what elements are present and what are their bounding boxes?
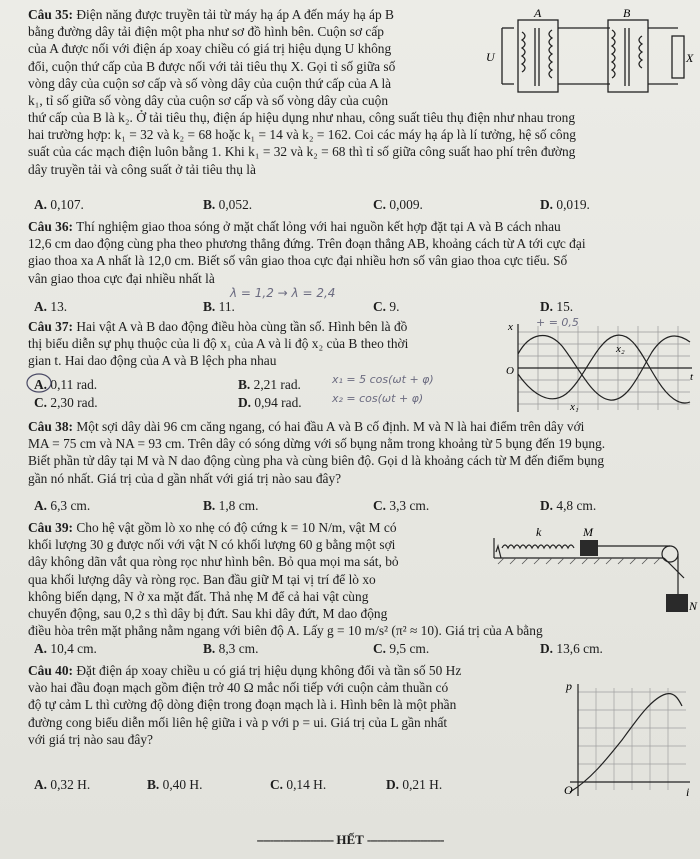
question-35 [28,6,478,109]
question-37 [28,318,500,370]
question-text: của A được nối với điện áp xoay chiều có giá trị hiệu dụng U không [28,41,392,57]
question-text: dây không dãn vắt qua ròng rọc như hình bên. Bỏ qua mọi ma sát, bỏ [28,554,399,570]
question-text: đổi, cuộn thứ cấp của B được nối với tải tiêu thụ X. Gọi tỉ số giữa số [28,58,396,74]
question-text: qua khối lượng dây và ròng rọc. Ban đầu giữ M tại vị trí để lò xo [28,571,376,587]
question-text: hai trường hợp: k₁ = 32 và k₂ = 68 hoặc k₁ = 14 và k₂ = 162. Coi các máy hạ áp là lí tưởng, hệ số công [28,127,577,143]
question-text: vòng dây của cuộn sơ cấp và số vòng dây của cuộn thứ cấp của A là [28,75,392,91]
question-text: khối lượng 30 g được nối với vật N có khối lượng 60 g bằng một sợi [28,537,396,553]
question-text: Một sợi dây dài 96 cm căng ngang, có hai đầu A và B cố định. M và N là hai điểm trên dây với [76,419,585,434]
question-text: Cho hệ vật gồm lò xo nhẹ có độ cứng k = 10 N/m, vật M có [76,520,397,535]
question-36 [28,218,696,287]
question-text: độ tự cảm L thì cường độ dòng điện trong đoạn mạch là i. Hình bên là một phần [28,697,457,713]
question-label: Câu 37: [28,319,74,334]
question-text: 12,6 cm dao động cùng pha theo phương thẳng đứng. Trên đoạn thẳng AB, khoảng cách từ A tới cực đại [28,236,586,252]
question-text: k₁, tỉ số giữa số vòng dây của cuộn sơ cấp và số vòng dây của cuộn [28,93,389,109]
option-c[interactable]: C. 9. [373,299,400,314]
block-m-label: M [583,525,593,539]
question-text: điều hòa trên mặt phẳng nằm ngang với biên độ A. Lấy g = 10 m/s² (π² ≈ 10). Giá trị của A bằng [28,623,543,638]
answer-circle-mark [25,372,55,394]
options-36 [0,298,700,316]
option-d[interactable]: D. 0,94 rad. [238,395,302,410]
option-b[interactable]: B. 0,40 H. [147,777,203,792]
label-b: B [623,6,631,20]
question-text: bằng đường dây tải điện một pha như sơ đồ hình bên. Cuộn sơ cấp [28,24,384,40]
curve-x2-label: x₂ [616,343,625,355]
axis-p-label: p [566,679,572,693]
handwritten-note: + = 0,5 [536,316,579,329]
question-text: thị biểu diễn sự phụ thuộc của li độ x₁ của A và li độ x₂ của B theo thời [28,336,409,352]
end-text: HẾT [336,832,364,847]
question-text: dây truyền tải và công suất ở tải tiêu thụ là [28,161,256,177]
question-text: MA = 75 cm và NA = 93 cm. Trên dây có sóng dừng với số bụng nằm trong khoảng từ 5 bụng đến 19 bụng. [28,436,606,452]
options-35 [0,196,700,214]
option-d[interactable]: D. 15. [540,299,574,314]
question-text: Hai vật A và B dao động điều hòa cùng tần số. Hình bên là đồ [76,319,408,334]
option-a[interactable]: A. 0,107. [34,197,84,212]
handwritten-note: x₂ = cos(ωt + φ) [332,392,424,405]
axis-i-label: i [686,785,690,799]
question-text: giao thoa xa A nhất là 12,0 cm. Biết số vân giao thoa cực đại nhiều hơn số vân giao thoa cực tiểu. Số [28,253,568,269]
oscillation-graph [500,322,696,414]
option-b[interactable]: B. 11. [203,299,235,314]
question-label: Câu 35: [28,7,74,22]
spring-k-label: k [536,525,542,539]
option-d[interactable]: D. 0,21 H. [386,777,443,792]
options-39 [0,640,700,658]
axis-t-label: t [690,371,694,383]
curve-x1-label: x₁ [570,401,579,413]
options-40 [0,776,560,794]
question-text: Biết phần tử dây tại M và N dao động cùng pha và cùng biên độ. Gọi d là khoảng cách từ M đến điểm bụng [28,453,605,469]
label-u: U [486,50,495,64]
option-a[interactable]: A. 0,11 rad. [34,377,98,392]
question-text: vào hai đầu đoạn mạch gồm điện trở 40 Ω mắc nối tiếp với cuộn cảm thuần có [28,680,449,696]
option-d[interactable]: D. 0,019. [540,197,590,212]
question-text: vân giao thoa cực đại nhiều nhất là [28,270,215,286]
question-39-cont [28,622,696,639]
option-a[interactable]: A. 10,4 cm. [34,641,97,656]
question-text: đường cong biểu diễn mối liên hệ giữa i và p với p = ui. Giá trị của L gần nhất [28,714,448,730]
question-text: suất của các mạch điện luôn bằng 1. Khi k₁ = 32 và k₂ = 68 thì tỉ số giữa công suất hao phí trên đường [28,144,576,160]
option-b[interactable]: B. 1,8 cm. [203,498,259,513]
question-text: gần nó nhất. Giá trị của d gần nhất với giá trị nào sau đây? [28,470,342,486]
option-d[interactable]: D. 4,8 cm. [540,498,597,513]
question-label: Câu 40: [28,663,74,678]
option-a[interactable]: A. 13. [34,299,68,314]
question-39 [28,519,478,622]
option-b[interactable]: B. 8,3 cm. [203,641,259,656]
option-a[interactable]: A. 6,3 cm. [34,498,91,513]
axis-x-label: x [508,321,513,333]
option-c[interactable]: C. 0,009. [373,197,423,212]
question-text: thứ cấp của B là k₂. Ở tải tiêu thụ, điện áp hiệu dụng như nhau, công suất tiêu thụ điện như nhau trong [28,110,576,125]
question-35-cont [28,109,696,178]
question-38 [28,418,696,487]
options-38 [0,497,700,515]
power-current-graph [560,680,696,806]
option-d[interactable]: D. 13,6 cm. [540,641,603,656]
transformer-diagram [482,6,694,106]
spring-pulley-diagram [488,522,696,620]
question-label: Câu 38: [28,419,74,434]
option-c[interactable]: C. 0,14 H. [270,777,327,792]
question-text: Đặt điện áp xoay chiều u có giá trị hiệu dụng không đổi và tần số 50 Hz [76,663,462,678]
question-text: với giá trị nào sau đây? [28,731,153,747]
option-a[interactable]: A. 0,32 H. [34,777,91,792]
question-label: Câu 39: [28,520,74,535]
handwritten-note: x₁ = 5 cos(ωt + φ) [332,373,434,386]
option-b[interactable]: B. 0,052. [203,197,253,212]
origin-label: O [564,783,573,797]
question-text: gian t. Hai dao động của A và B lệch pha nhau [28,353,277,369]
label-a: A [534,6,542,20]
question-text: Điện năng được truyền tải từ máy hạ áp A đến máy hạ áp B [76,7,394,22]
question-text: Thí nghiệm giao thoa sóng ở mặt chất lỏng với hai nguồn kết hợp đặt tại A và B cách nhau [76,219,561,234]
option-c[interactable]: C. 9,5 cm. [373,641,430,656]
option-b[interactable]: B. 2,21 rad. [238,377,301,392]
origin-label: O [506,365,514,377]
block-n-label: N [689,599,698,613]
question-text: không biến dạng, N ở xa mặt đất. Thả nhẹ M để cả hai vật cùng [28,588,369,604]
handwritten-note: λ = 1,2 → λ = 2,4 [230,286,336,300]
option-c[interactable]: C. 3,3 cm. [373,498,430,513]
end-marker: ----------------------- HẾT ----------------------- [256,832,444,847]
label-x: X [686,51,694,65]
question-label: Câu 36: [28,219,74,234]
question-40 [28,662,556,748]
option-c[interactable]: C. 2,30 rad. [34,395,98,410]
question-text: chuyển động, sau 0,2 s thì dây bị đứt. Sau khi dây đứt, M dao động [28,606,388,622]
